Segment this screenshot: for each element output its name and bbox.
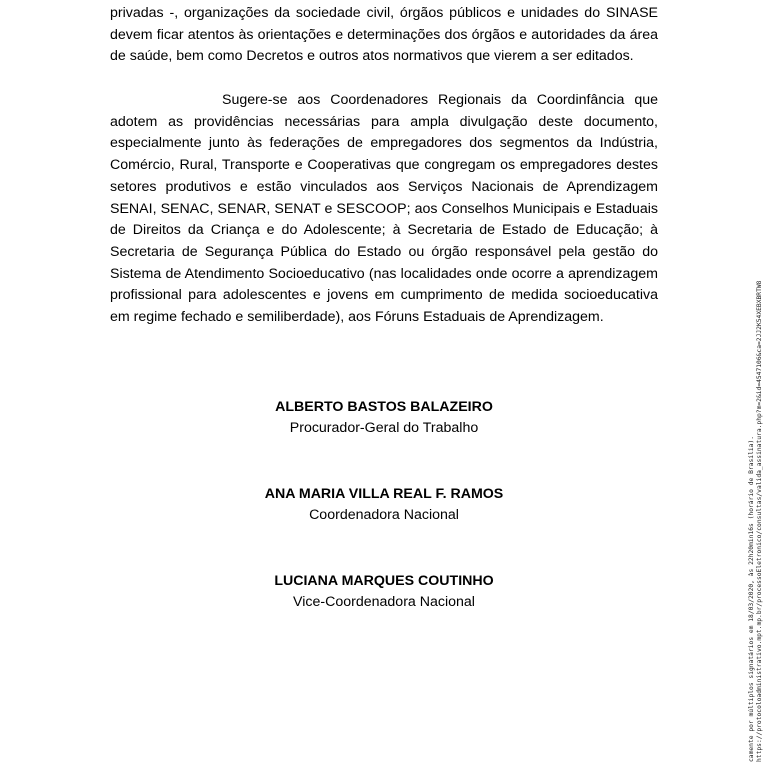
paragraph-2: Sugere-se aos Coordenadores Regionais da Coordinfância que adotem as providências necessárias para ampla divulgação deste documento, especialmente junto às federações de empregadores dos segmentos da Indústria, Comércio, Rural, Transporte e Cooperativas que congregam os empregadores destes setores produtivos e estão vinculados aos Serviços Nacionais de Aprendizagem SENAI, SENAC, SENAR, SENAT e SESCOOP; aos Conselhos Municipais e Estaduais de Direitos da Criança e do Adolescente; à Secretaria de Estado de Educação; à Secretaria de Segurança Pública do Estado ou órgão responsável pela gestão do Sistema de Atendimento Socioeducativo (nas localidades onde ocorre a aprendizagem profissional para adolescentes e jovens em cumprimento de medida socioeducativa em regime fechado e semiliberdade), aos Fóruns Estaduais de Aprendizagem. xyxy=(110,92,658,326)
stamp-validation-link[interactable]: https://protocoloadministrativo.mpt.mp.br/processoEletronico/consultas/valida_assinatura.php?m=2&id=4547106&ca=2JJ2K54XEBXBRTW8 xyxy=(755,280,763,762)
signatory-name: ANA MARIA VILLA REAL F. RAMOS xyxy=(264,486,504,502)
signatory-role: Procurador-Geral do Trabalho xyxy=(289,420,479,436)
signature-block-1 xyxy=(0,397,768,439)
signatory-name: LUCIANA MARQUES COUTINHO xyxy=(274,573,494,589)
paragraph-1: privadas -, organizações da sociedade civil, órgãos públicos e unidades do SINASE devem ficar atentos às orientações e determinações dos órgãos e autoridades da área de saúde, bem como Decretos e outros atos normativos que vierem a ser editados. xyxy=(110,5,658,65)
electronic-signature-stamp xyxy=(748,281,763,762)
signatory-name: ALBERTO BASTOS BALAZEIRO xyxy=(275,399,493,415)
signatory-role: Coordenadora Nacional xyxy=(309,507,459,523)
signatory-role: Vice-Coordenadora Nacional xyxy=(293,594,475,610)
signature-block-3 xyxy=(0,571,768,613)
stamp-line-1: camente por múltiplos signatários em 18/03/2020, às 22h20min16s (horário de Brasília). xyxy=(748,435,755,762)
signature-block-2 xyxy=(0,484,768,526)
